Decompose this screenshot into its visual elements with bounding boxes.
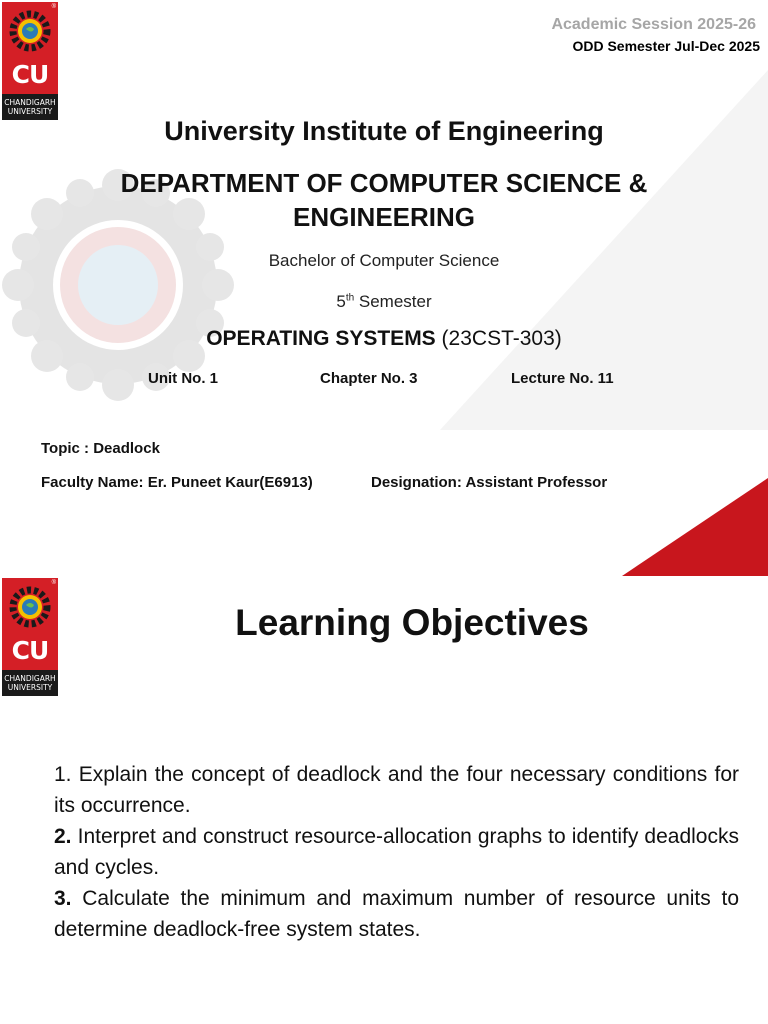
logo-abbr: CU — [11, 636, 49, 665]
objective-item — [54, 821, 739, 883]
logo-university-name: CHANDIGARH UNIVERSITY — [2, 670, 58, 696]
faculty-name: Faculty Name: Er. Puneet Kaur(E6913) — [41, 474, 313, 491]
logo-abbr: CU — [11, 60, 49, 89]
semester-suffix: th — [345, 292, 355, 304]
objective-item — [54, 883, 739, 945]
objective-number: 2. — [54, 825, 72, 848]
slide-title: Learning Objectives — [235, 602, 589, 643]
degree-name: Bachelor of Computer Science — [268, 251, 500, 270]
chapter-number: Chapter No. 3 — [320, 370, 418, 387]
registered-mark: ® — [51, 580, 56, 586]
gear-globe-icon — [2, 2, 58, 60]
logo-university-name: CHANDIGARH UNIVERSITY — [2, 94, 58, 120]
course-name: OPERATING SYSTEMS — [206, 327, 436, 350]
objective-number: 3. — [54, 887, 72, 910]
semester-word: Semester — [358, 292, 432, 311]
topic: Topic : Deadlock — [41, 440, 160, 457]
red-corner-triangle — [622, 478, 768, 576]
objective-text: Calculate the minimum and maximum number of resource units to determine deadlock-free system states. — [54, 887, 739, 941]
course-code: (23CST-303) — [441, 327, 562, 350]
lecture-number: Lecture No. 11 — [511, 370, 614, 387]
registered-mark: ® — [51, 4, 56, 10]
objective-item — [54, 759, 739, 821]
cu-logo — [2, 2, 58, 120]
objective-text: Explain the concept of deadlock and the four necessary conditions for its occurrence. — [54, 763, 739, 817]
designation: Designation: Assistant Professor — [371, 474, 608, 491]
objective-text: Interpret and construct resource-allocation graphs to identify deadlocks and cycles. — [54, 825, 739, 879]
learning-objectives-slide — [0, 576, 768, 1024]
unit-number: Unit No. 1 — [148, 370, 218, 387]
objectives-list — [54, 759, 739, 945]
institute-title: University Institute of Engineering — [164, 116, 604, 146]
objective-number: 1. — [54, 763, 72, 786]
department-title: DEPARTMENT OF COMPUTER SCIENCE & ENGINEERING — [120, 168, 648, 232]
semester-number: 5 — [336, 292, 346, 311]
academic-session: Academic Session 2025-26 — [551, 16, 756, 33]
semester-period: ODD Semester Jul-Dec 2025 — [572, 38, 760, 54]
semester-label — [0, 292, 768, 312]
course-title — [0, 327, 768, 351]
